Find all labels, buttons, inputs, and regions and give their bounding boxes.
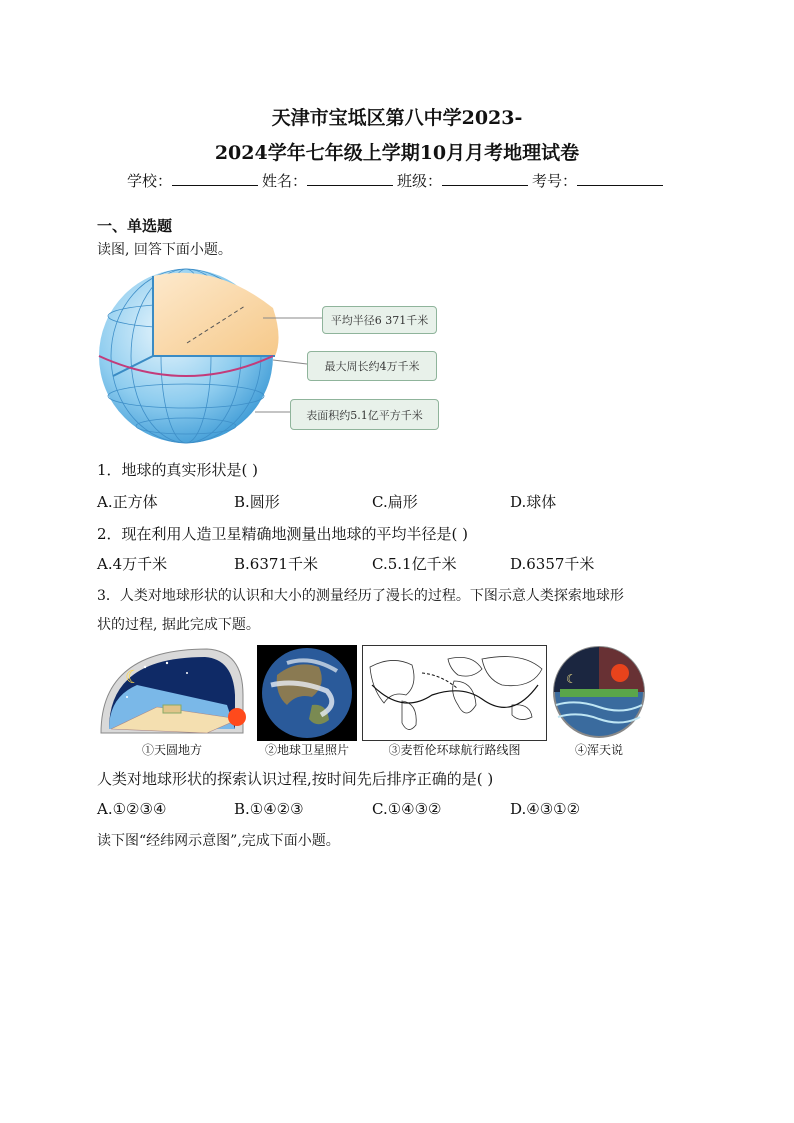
exam-number-blank[interactable] [577, 171, 663, 186]
svg-text:☾: ☾ [125, 667, 142, 688]
q2-option-a[interactable]: A.4万千米 [97, 555, 168, 573]
exam-number-label: 考号： [532, 172, 578, 190]
q3-option-a[interactable]: A.①②③④ [97, 800, 167, 818]
section-heading: 一、单选题 [97, 217, 173, 235]
q1-option-a[interactable]: A.正方体 [97, 493, 158, 511]
q1-option-d[interactable]: D.球体 [510, 493, 557, 511]
q2-option-d[interactable]: D.6357千米 [510, 555, 595, 573]
caption-image-3: ③麦哲伦环球航行路线图 [388, 743, 521, 757]
callout-surface-area: 表面积约5.1亿平方千米 [290, 399, 439, 430]
q3-option-b[interactable]: B.①④②③ [234, 800, 304, 818]
q1-stem: 1．地球的真实形状是( ) [97, 461, 259, 479]
q3-stem-line-1: 3．人类对地球形状的认识和大小的测量经历了漫长的过程。下图示意人类探索地球形 [97, 588, 624, 604]
school-blank[interactable] [172, 171, 258, 186]
q2-option-b[interactable]: B.6371千米 [234, 555, 318, 573]
image-huntian-theory [552, 645, 646, 739]
q3-stem-line-2: 状的过程, 据此完成下题。 [97, 617, 260, 633]
outro-text: 读下图“经纬网示意图”,完成下面小题。 [97, 833, 340, 849]
globe-cutaway [153, 273, 279, 356]
q2-option-c[interactable]: C.5.1亿千米 [372, 555, 457, 573]
name-blank[interactable] [307, 171, 393, 186]
caption-image-2: ②地球卫星照片 [264, 743, 349, 757]
intro-text: 读图, 回答下面小题。 [97, 242, 232, 258]
class-label: 班级： [397, 172, 443, 190]
caption-image-4: ④浑天说 [574, 743, 623, 757]
q1-option-b[interactable]: B.圆形 [234, 493, 280, 511]
q3-option-d[interactable]: D.④③①② [510, 800, 581, 818]
title-line-2: 2024学年七年级上学期10月月考地理试卷 [214, 142, 580, 164]
image-magellan-map [362, 645, 547, 741]
svg-text:☾: ☾ [566, 672, 577, 686]
school-label: 学校： [126, 172, 172, 190]
callout-circumference: 最大周长约4万千米 [307, 351, 437, 381]
q1-option-c[interactable]: C.扁形 [372, 493, 418, 511]
image-heaven-earth [97, 645, 247, 737]
q2-stem: 2．现在利用人造卫星精确地测量出地球的平均半径是( ) [97, 525, 469, 543]
name-label: 姓名： [261, 172, 307, 190]
caption-image-1: ①天圆地方 [141, 743, 202, 757]
callout-radius: 平均半径6 371千米 [322, 306, 437, 334]
q3-option-c[interactable]: C.①④③② [372, 800, 442, 818]
class-blank[interactable] [442, 171, 528, 186]
title-line-1: 天津市宝坻区第八中学2023- [271, 107, 523, 129]
image-satellite-earth [257, 645, 357, 741]
q3-sub-stem: 人类对地球形状的探索认识过程,按时间先后排序正确的是( ) [97, 770, 494, 788]
student-info-row [0, 170, 794, 191]
